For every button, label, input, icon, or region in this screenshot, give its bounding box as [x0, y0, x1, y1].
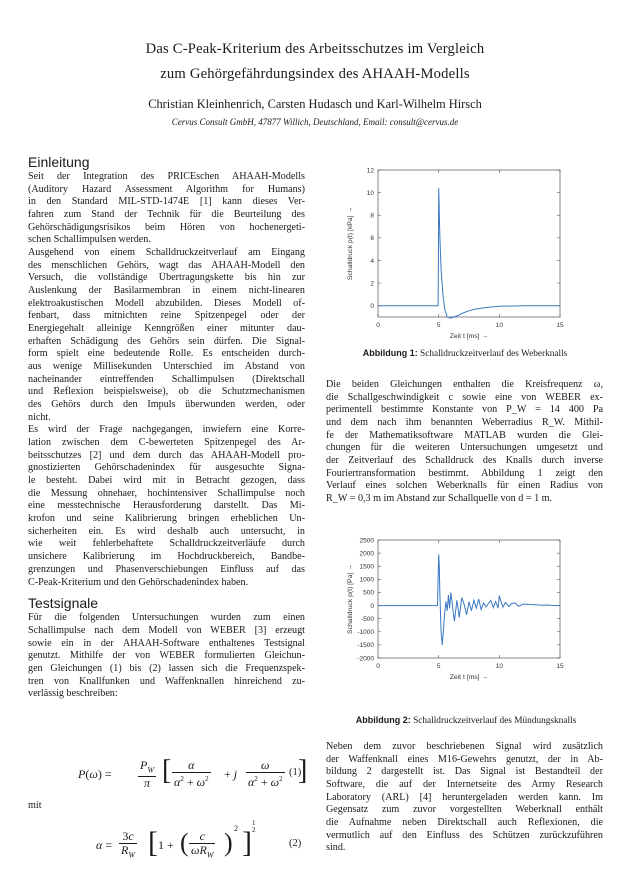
y-tick-label: 1000 — [359, 576, 374, 584]
x-axis-label: Zeit t [ms] → — [449, 333, 489, 340]
right-paragraph-2-line: vermutlich auf den Einfluss des Schützen zurückzuführen — [326, 829, 603, 841]
intro-text-line: wie weit fehlerbehaftete Schalldruckzeitverläufe durch — [28, 538, 305, 550]
y-tick-label: -2000 — [357, 655, 374, 663]
y-tick-label: 0 — [370, 302, 374, 310]
intro-text-line: gnostizierten Gehörschadenindex für ausgesuchte Signa- — [28, 462, 305, 474]
intro-text-line: elektroakustischen Modell abzubilden. Dieses Modell of- — [28, 297, 305, 309]
right-paragraph-1-line: chungen für die weiteren Untersuchungen umgesetzt und — [326, 442, 603, 454]
intro-text-line: le besteht. Dabei wird mit in Betracht gezogen, dass — [28, 475, 305, 487]
intro-text-line: Energiegehalt alleinige Kenngrößen einer mitunter dau- — [28, 323, 305, 335]
intro-text-line: schen Schallimpulsen werden. — [28, 234, 151, 246]
intro-text-line: lation zwischen dem C-bewerteten Spitzenpegel des Ar- — [28, 437, 305, 449]
testsignale-text-line: gen Gleichungen (1) bis (2) lassen sich die Frequenzspek- — [28, 662, 305, 674]
intro-text-line: und Reflexion beispielsweise), ob die Schutzmechanismen — [28, 386, 305, 398]
x-axis-label: Zeit t [ms] → — [449, 674, 489, 681]
right-paragraph-1-line: Verlauf eines solchen Weberknalls für einen Radius von — [326, 480, 603, 492]
y-tick-label: 500 — [363, 589, 374, 597]
left-column — [28, 155, 305, 701]
right-paragraph-1-line: die Schallgeschwindigkeit c sowie eine von WEBER ex- — [326, 391, 603, 403]
text-mit: mit — [28, 800, 42, 811]
y-axis-label: Schalldruck p(t) [Pa] → — [347, 564, 354, 634]
figure-2-caption-label: Abbildung 2: — [355, 715, 411, 725]
x-tick-label: 10 — [495, 663, 503, 670]
y-tick-label: -500 — [360, 615, 374, 623]
y-tick-label: 0 — [370, 602, 374, 610]
right-paragraph-2 — [326, 741, 603, 855]
intro-text-line: aus wenige Millisekunden Unterschied im Abstand von — [28, 361, 305, 373]
intro-text-line: sicherheiten ein. Es wird deshalb auch untersucht, in — [28, 525, 305, 537]
intro-text-line: des Gehörs durch den Impuls überwunden werden, oder — [28, 399, 305, 411]
intro-text-line: Gehörschädigungsrisikos beim Hören von hochenergeti- — [28, 221, 305, 233]
x-tick-label: 5 — [436, 322, 441, 329]
intro-text-line: die Messung ohnehaer, hochintensiver Schallimpulse noch — [28, 487, 305, 499]
intro-text-line: nicht. — [28, 411, 51, 423]
testsignale-text-line: genutzt. Mithilfe der von WEBER formulierten Gleichun- — [28, 650, 305, 662]
testsignale-text-line: Für die folgenden Untersuchungen wurden zum einen — [28, 612, 305, 624]
testsignale-text-line: verlässig beschreiben: — [28, 688, 118, 700]
intro-text — [28, 171, 305, 589]
intro-text-line: erhaften Schädigung des Gehörs sein dürfen. Die Signal- — [28, 335, 305, 347]
y-tick-label: 4 — [370, 257, 374, 265]
intro-text-line: Ausgehend von einem Schalldruckzeitverlauf am Eingang — [28, 247, 305, 259]
figure-2-chart — [330, 533, 600, 703]
figure-1-chart — [330, 160, 600, 350]
x-tick-label: 15 — [556, 322, 564, 329]
intro-text-line: (Auditory Hazard Assessment Algorithm for Humans) — [28, 183, 305, 195]
testsignale-text-line: Schallimpulse nach dem Modell von WEBER [3] erzeugt — [28, 624, 305, 636]
intro-text-line: krofon und seine Kalibrierung bringen erheblichen Un- — [28, 513, 305, 525]
x-tick-label: 10 — [495, 322, 503, 329]
y-tick-label: 8 — [370, 212, 374, 220]
x-tick-label: 0 — [376, 663, 380, 670]
x-tick-label: 0 — [376, 322, 380, 329]
right-paragraph-2-line: Software, die auf der Internetseite des Army Research — [326, 779, 603, 791]
right-paragraph-1-line: der Zeitverlauf des Schalldruck des Knalls durch inverse — [326, 455, 603, 467]
y-tick-label: -1000 — [357, 629, 374, 637]
right-paragraph-1-line: und dem nach ihm benannten Weberradius R_W. Mithil- — [326, 417, 603, 429]
right-paragraph-1-line: Die beiden Gleichungen enthalten die Kreisfrequenz ω, — [326, 379, 603, 390]
y-axis-label: Schalldruck p(t) [kPa] → — [347, 206, 354, 281]
right-paragraph-2-line: die Aufnahme neben Direktschall auch Reflexionen, die — [326, 817, 603, 829]
series-line — [378, 188, 560, 318]
figure-1-caption — [330, 348, 600, 359]
section-title-einleitung: Einleitung — [28, 154, 90, 170]
section-title-testsignale: Testsignale — [28, 595, 99, 612]
intro-text-line: des menschlichen Gehörs, wagt das AHAAH-Modell den — [28, 259, 305, 271]
right-paragraph-2-line: bildung 2 dargestellt ist. Das Signal ist Bestandteil der — [326, 766, 603, 778]
testsignale-text-line: sowie ein in der AHAAH-Software enthaltenes Testsignal — [28, 637, 305, 649]
intro-text-line: eine messtechnische Herausforderung darstellt. Das Mi- — [28, 500, 305, 512]
intro-text-line: unsichere Kalibrierung im Hochdruckbereich, Bandbe- — [28, 551, 305, 563]
authors: Christian Kleinhenrich, Carsten Hudasch und Karl-Wilhelm Hirsch — [148, 97, 482, 111]
intro-text-line: Auslenkung der Basilarmembran in einem nicht-linearen — [28, 285, 305, 297]
series-line — [378, 554, 560, 645]
right-paragraph-1-line: fe der Mathematiksoftware MATLAB wurden die Glei- — [326, 429, 603, 441]
right-paragraph-1 — [326, 379, 603, 506]
y-tick-label: 2 — [370, 280, 374, 288]
right-paragraph-2-line: sind. — [326, 842, 346, 854]
plot-frame — [378, 540, 560, 658]
y-tick-label: 1500 — [359, 563, 374, 571]
paper-title-line1: Das C-Peak-Kriterium des Arbeitsschutzes im Vergleich — [145, 41, 485, 57]
equation-1-number: (1) — [289, 767, 302, 778]
figure-2-caption — [326, 715, 606, 726]
intro-text-line: nacheinander eintreffenden Schallimpulsen (Direktschall — [28, 373, 305, 385]
intro-text-line: grenzungen und Phasenverschiebungen Einfluss auf das — [28, 563, 305, 575]
figure-1-caption-text: Schalldruckzeitverlauf des Weberknalls — [420, 349, 568, 359]
affiliation: Cervus Consult GmbH, 47877 Willich, Deutschland, Email: consult@cervus.de — [171, 117, 459, 127]
intro-text-line: beitsschutzes [2] und dem durch das AHAAH-Modell pro- — [28, 449, 305, 461]
intro-text-line: fahren zum Stand der Technik für die Beurteilung des — [28, 209, 305, 221]
equation-2: α = $\frac{3c}{R_W}$ [ 1 + ( c $\omega R_W$ ) 2 ] 1 2 — [96, 819, 256, 860]
right-paragraph-1-line: perimentell bestimmte Konstante von P_W = 14 400 Pa — [326, 404, 603, 416]
y-tick-label: 2000 — [359, 550, 374, 558]
y-tick-label: 12 — [366, 167, 374, 175]
testsignale-text — [28, 612, 305, 701]
x-tick-label: 15 — [556, 663, 564, 670]
intro-text-line: Es wird der Frage nachgegangen, inwiefern eine Korre- — [28, 424, 305, 436]
intro-text-line: form spielt eine bedeutende Rolle. Es entscheiden durch- — [28, 348, 305, 360]
intro-text-line: in den Standard MIL-STD-1474E [1] kann dieses Ver- — [28, 196, 305, 208]
testsignale-text-line: tren von Knallfunken und Waffenknallen hinreichend zu- — [28, 675, 305, 687]
y-tick-label: 6 — [370, 235, 374, 243]
x-tick-label: 5 — [436, 663, 441, 670]
intro-text-line: C-Peak-Kriterium und den Gehörschadenindex haben. — [28, 576, 249, 588]
equation-2-number: (2) — [289, 838, 302, 849]
right-paragraph-1-line: Fouriertransformation bestimmt. Abbildung 1 zeigt den — [326, 467, 603, 479]
right-paragraph-2-line: Gegensatz zum zuvor vorgestellten Weberknall enthält — [326, 804, 603, 816]
right-paragraph-1-line: R_W = 0,3 m im Abstand zur Schallquelle von d = 1 m. — [326, 493, 553, 505]
right-paragraph-2-line: Laboratory (ARL) [4] heruntergeladen werden kann. Im — [326, 791, 603, 803]
paper-title-line2: zum Gehörgefährdungsindex des AHAAH-Modells — [160, 66, 470, 82]
right-paragraph-2-line: Neben dem zuvor beschriebenen Signal wird zusätzlich — [326, 741, 603, 752]
y-tick-label: 2500 — [359, 537, 374, 545]
y-tick-label: -1500 — [357, 642, 374, 650]
intro-text-line: fenbart, dass mitnichten reine Spitzenpegel oder der — [28, 310, 305, 322]
intro-text-line: Seit der Integration des PRICEschen AHAAH-Modells — [28, 171, 305, 182]
figure-2-caption-text: Schalldruckzeitverlauf des Mündungsknalls — [413, 716, 577, 726]
right-paragraph-2-line: der Waffenknall eines M16-Gewehrs genutzt, der in Ab- — [326, 753, 603, 765]
intro-text-line: Versuch, die vollständige Übertragungskette bis hin zur — [28, 272, 305, 284]
y-tick-label: 10 — [366, 189, 374, 197]
plot-frame — [378, 170, 560, 317]
equation-1: P(ω) = $\frac{P_W}{\pi}$ [ $\frac{\alpha}{\alpha^2 + \omega^2}$ + j $\frac{\omega}{\alpha^2 + \omega^2}$ ] — [78, 755, 308, 791]
figure-1-caption-label: Abbildung 1: — [362, 348, 418, 358]
